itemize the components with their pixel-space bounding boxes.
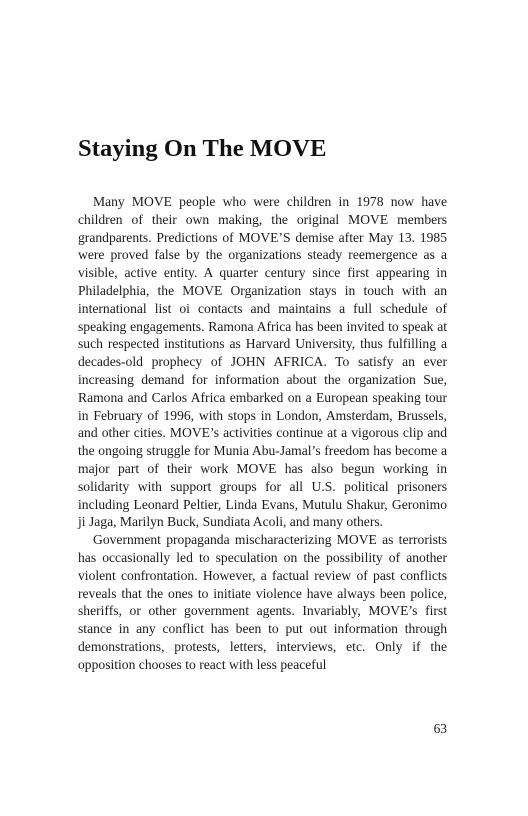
paragraph-2: Government propaganda mischaracterizing MOVE as terrorists has occasionally led to speculation on the possibility of another violent confrontation. However, a factual review of past conflicts reveals that the ones to initiate violence have always been police, sheriffs, or other government agents. Invariably, MOVE’s first stance in any conflict has been to put out information through demonstrations, protests, letters, interviews, etc. Only if the opposition chooses to react with less peaceful [78, 532, 447, 672]
chapter-title: Staying On The MOVE [78, 135, 327, 162]
paragraph-1: Many MOVE people who were children in 1978 now have children of their own making, the original MOVE members grandparents. Predictions of MOVE’S demise after May 13. 1985 were proved false by the organizations steady reemergence as a visible, active entity. A quarter century since first appearing in Philadelphia, the MOVE Organization stays in touch with an international list oi contacts and maintains a full schedule of speaking engagements. Ramona Africa has been invited to speak at such respected institutions as Harvard University, thus fulfilling a decades-old prophecy of JOHN AFRICA. To satisfy an ever increasing demand for information about the organization Sue, Ramona and Carlos Africa embarked on a European speaking tour in February of 1996, with stops in London, Amsterdam, Brussels, and other cities. MOVE’s activities continue at a vigorous clip and the ongoing struggle for Munia Abu-Jamal’s freedom has become a major part of their work MOVE has also begun working in solidarity with support groups for all U.S. political prisoners including Leonard Peltier, Linda Evans, Mutulu Shakur, Geronimo ji Jaga, Marilyn Buck, Sundiata Acoli, and many others. [78, 194, 447, 530]
page-number: 63 [433, 721, 447, 736]
body-text [78, 193, 447, 674]
